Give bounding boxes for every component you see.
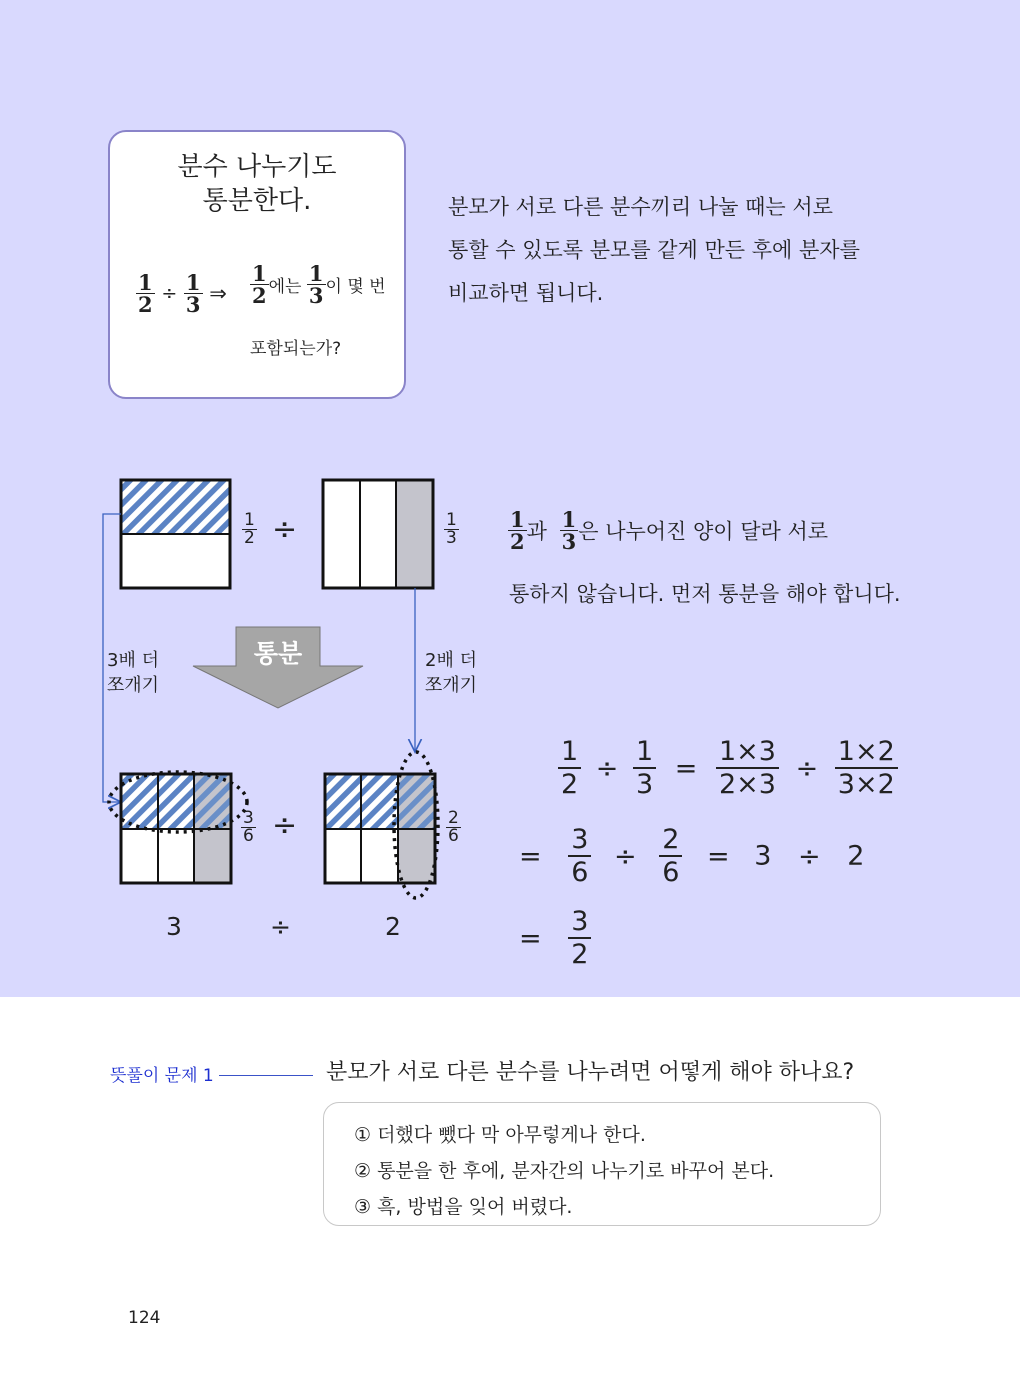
half-square <box>121 480 230 588</box>
intro-line3: 비교하면 됩니다. <box>448 281 604 305</box>
bottom-left-fraction: $\frac{3}{6}$ <box>243 808 254 846</box>
intro-line1: 분모가 서로 다른 분수끼리 나눌 때는 서로 <box>448 195 833 219</box>
three-sixths-square <box>109 772 247 883</box>
intro-line2: 통할 수 있도록 분모를 같게 만든 후에 분자를 <box>448 238 860 262</box>
result-right: 2 <box>385 912 401 941</box>
equation-row2: = $\frac{3}{6}$ ÷ $\frac{2}{6}$ = 3 ÷ 2 <box>519 824 865 888</box>
tip-equation: $\frac{1}{2}$ ÷ $\frac{1}{3}$ ⇒ <box>138 270 227 317</box>
question-tag: 뜻풀이 문제 1 <box>110 1066 214 1086</box>
equation-row3: = $\frac{3}{2}$ <box>519 908 591 968</box>
two-sixths-square <box>325 752 438 898</box>
top-divide-sign: ÷ <box>272 512 298 547</box>
third-square <box>323 480 433 588</box>
choice-3[interactable]: ③ 흑, 방법을 잊어 버렸다. <box>354 1196 573 1218</box>
tip-title-line1: 분수 나누기도 <box>177 152 337 182</box>
choice-1[interactable]: ① 더했다 뺐다 막 아무렇게나 한다. <box>354 1124 646 1146</box>
question-tag-underline <box>219 1075 313 1076</box>
explain-line2: 통하지 않습니다. 먼저 통분을 해야 합니다. <box>509 582 901 606</box>
top-right-fraction: $\frac{1}{3}$ <box>446 510 457 548</box>
top-left-fraction: $\frac{1}{2}$ <box>244 510 255 548</box>
bottom-divide-sign: ÷ <box>272 808 298 843</box>
result-divide: ÷ <box>270 912 291 941</box>
left-split-label: 3배 더 쪼개기 <box>106 650 160 696</box>
tip-title-line2: 통분한다. <box>202 186 312 216</box>
result-left: 3 <box>166 912 182 941</box>
right-split-label: 2배 더 쪼개기 <box>424 650 478 696</box>
choice-2[interactable]: ② 통분을 한 후에, 분자간의 나누기로 바꾸어 본다. <box>354 1160 775 1182</box>
bottom-right-fraction: $\frac{2}{6}$ <box>448 808 459 846</box>
page-number: 124 <box>128 1308 161 1328</box>
equation-row1: $\frac{1}{2}$ ÷ $\frac{1}{3}$ = $\frac{1\times 3}{2\times 3}$ ÷ $\frac{1\times 2}{3\times 2}$ <box>558 738 898 798</box>
tongbun-arrow-label: 통분 <box>253 639 303 668</box>
question-text: 분모가 서로 다른 분수를 나누려면 어떻게 해야 하나요? <box>326 1060 855 1085</box>
choices-box <box>323 1102 881 1226</box>
explain-line1: $\frac{1}{2}$ 과 $\frac{1}{3}$ 은 나누어진 양이 달라 서로 <box>510 507 829 554</box>
tip-question-line2: 포함되는가? <box>250 339 342 359</box>
tip-question: $\frac{1}{2}$ 에는 $\frac{1}{3}$ 이 몇 번 <box>252 261 386 308</box>
